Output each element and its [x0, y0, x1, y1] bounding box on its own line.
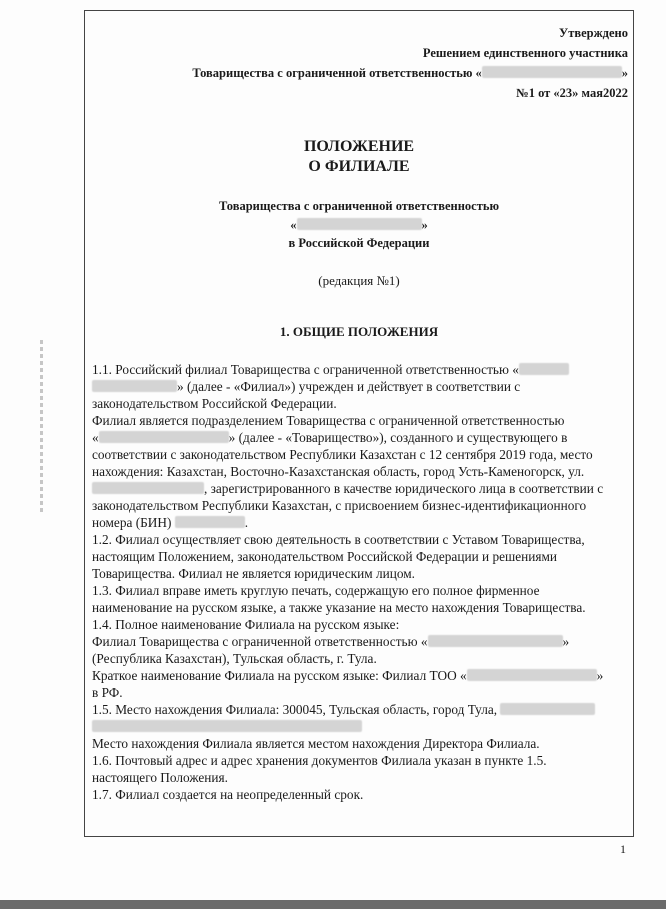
- text-line: настоящим Положением, законодательством Российской Федерации и решениями: [92, 549, 558, 564]
- doc-subtitle-3: в Российской Федерации: [288, 236, 430, 250]
- text-line: наименование на русском языке, а также указание на место нахождения Товарищества.: [92, 600, 586, 615]
- text-line: соответствии с законодательством Республики Казахстан с 12 сентября 2019 года, место: [92, 447, 593, 462]
- doc-subtitle-2: « »: [290, 218, 428, 232]
- redacted: [92, 720, 362, 732]
- text-line: номера (БИН) .: [92, 515, 249, 530]
- redacted: [92, 482, 204, 494]
- doc-subtitle-1: Товарищества с ограниченной ответственностью: [218, 199, 500, 213]
- text-line: « » (далее - «Товарищество»), созданного и существующего в: [92, 430, 568, 445]
- approval-line-3: Товарищества с ограниченной ответственностью « »: [192, 66, 628, 80]
- text-line: » (далее - «Филиал») учрежден и действует в соответствии с: [92, 378, 627, 395]
- text-line: 1.7. Филиал создается на неопределенный срок.: [92, 787, 364, 802]
- redacted: [467, 669, 597, 681]
- text-line: 1.2. Филиал осуществляет свою деятельность в соответствии с Уставом Товарищества,: [92, 532, 585, 547]
- doc-title-2: О ФИЛИАЛЕ: [308, 158, 410, 175]
- text-line: 1.1. Российский филиал Товарищества с ограниченной ответственностью «: [92, 361, 627, 378]
- redacted: [428, 635, 563, 647]
- edition: (редакция №1): [318, 273, 400, 288]
- redacted: [500, 703, 595, 715]
- section-1-body: [92, 361, 627, 803]
- text-line: 1.6. Почтовый адрес и адрес хранения документов Филиала указан в пункте 1.5.: [92, 753, 547, 768]
- text-line: [92, 718, 627, 735]
- text-line: Филиал является подразделением Товарищества с ограниченной ответственностью: [92, 413, 565, 428]
- doc-title-1: ПОЛОЖЕНИЕ: [303, 138, 415, 155]
- text-line: 1.5. Место нахождения Филиала: 300045, Тульская область, город Тула,: [92, 701, 627, 718]
- text-line: 1.4. Полное наименование Филиала на русском языке:: [92, 617, 400, 632]
- scan-bottom-edge: [0, 900, 666, 909]
- section-heading: 1. ОБЩИЕ ПОЛОЖЕНИЯ: [279, 324, 439, 339]
- redacted: [519, 363, 569, 375]
- page-number: 1: [620, 842, 626, 856]
- text-line: настоящего Положения.: [92, 770, 228, 785]
- text-line: нахождения: Казахстан, Восточно-Казахстанская область, город Усть-Каменогорск, ул.: [92, 464, 585, 479]
- redacted: [92, 380, 177, 392]
- text-line: (Республика Казахстан), Тульская область, г. Тула.: [92, 651, 377, 666]
- redacted-company-name: [482, 66, 622, 78]
- text-line: законодательством Республики Казахстан, с присвоением бизнес-идентификационного: [92, 498, 587, 513]
- scan-artifact: [40, 340, 43, 515]
- text-line: законодательством Российской Федерации.: [92, 396, 337, 411]
- approval-line-4: №1 от «23» мая2022: [516, 86, 628, 100]
- approval-line-2: Решением единственного участника: [422, 46, 628, 60]
- text-line: Краткое наименование Филиала на русском языке: Филиал ТОО « »: [92, 668, 604, 683]
- text-line: , зарегистрированного в качестве юридического лица в соответствии с: [92, 480, 627, 497]
- redacted: [175, 516, 245, 528]
- text-line: 1.3. Филиал вправе иметь круглую печать, содержащую его полное фирменное: [92, 583, 540, 598]
- text-line: Товарищества. Филиал не является юридическим лицом.: [92, 566, 415, 581]
- text-line: в РФ.: [92, 685, 123, 700]
- text-line: Место нахождения Филиала является местом нахождения Директора Филиала.: [92, 736, 540, 751]
- redacted-company-name: [297, 218, 422, 230]
- redacted: [99, 431, 229, 443]
- text-line: Филиал Товарищества с ограниченной ответственностью « »: [92, 634, 570, 649]
- approval-line-1: Утверждено: [559, 26, 628, 40]
